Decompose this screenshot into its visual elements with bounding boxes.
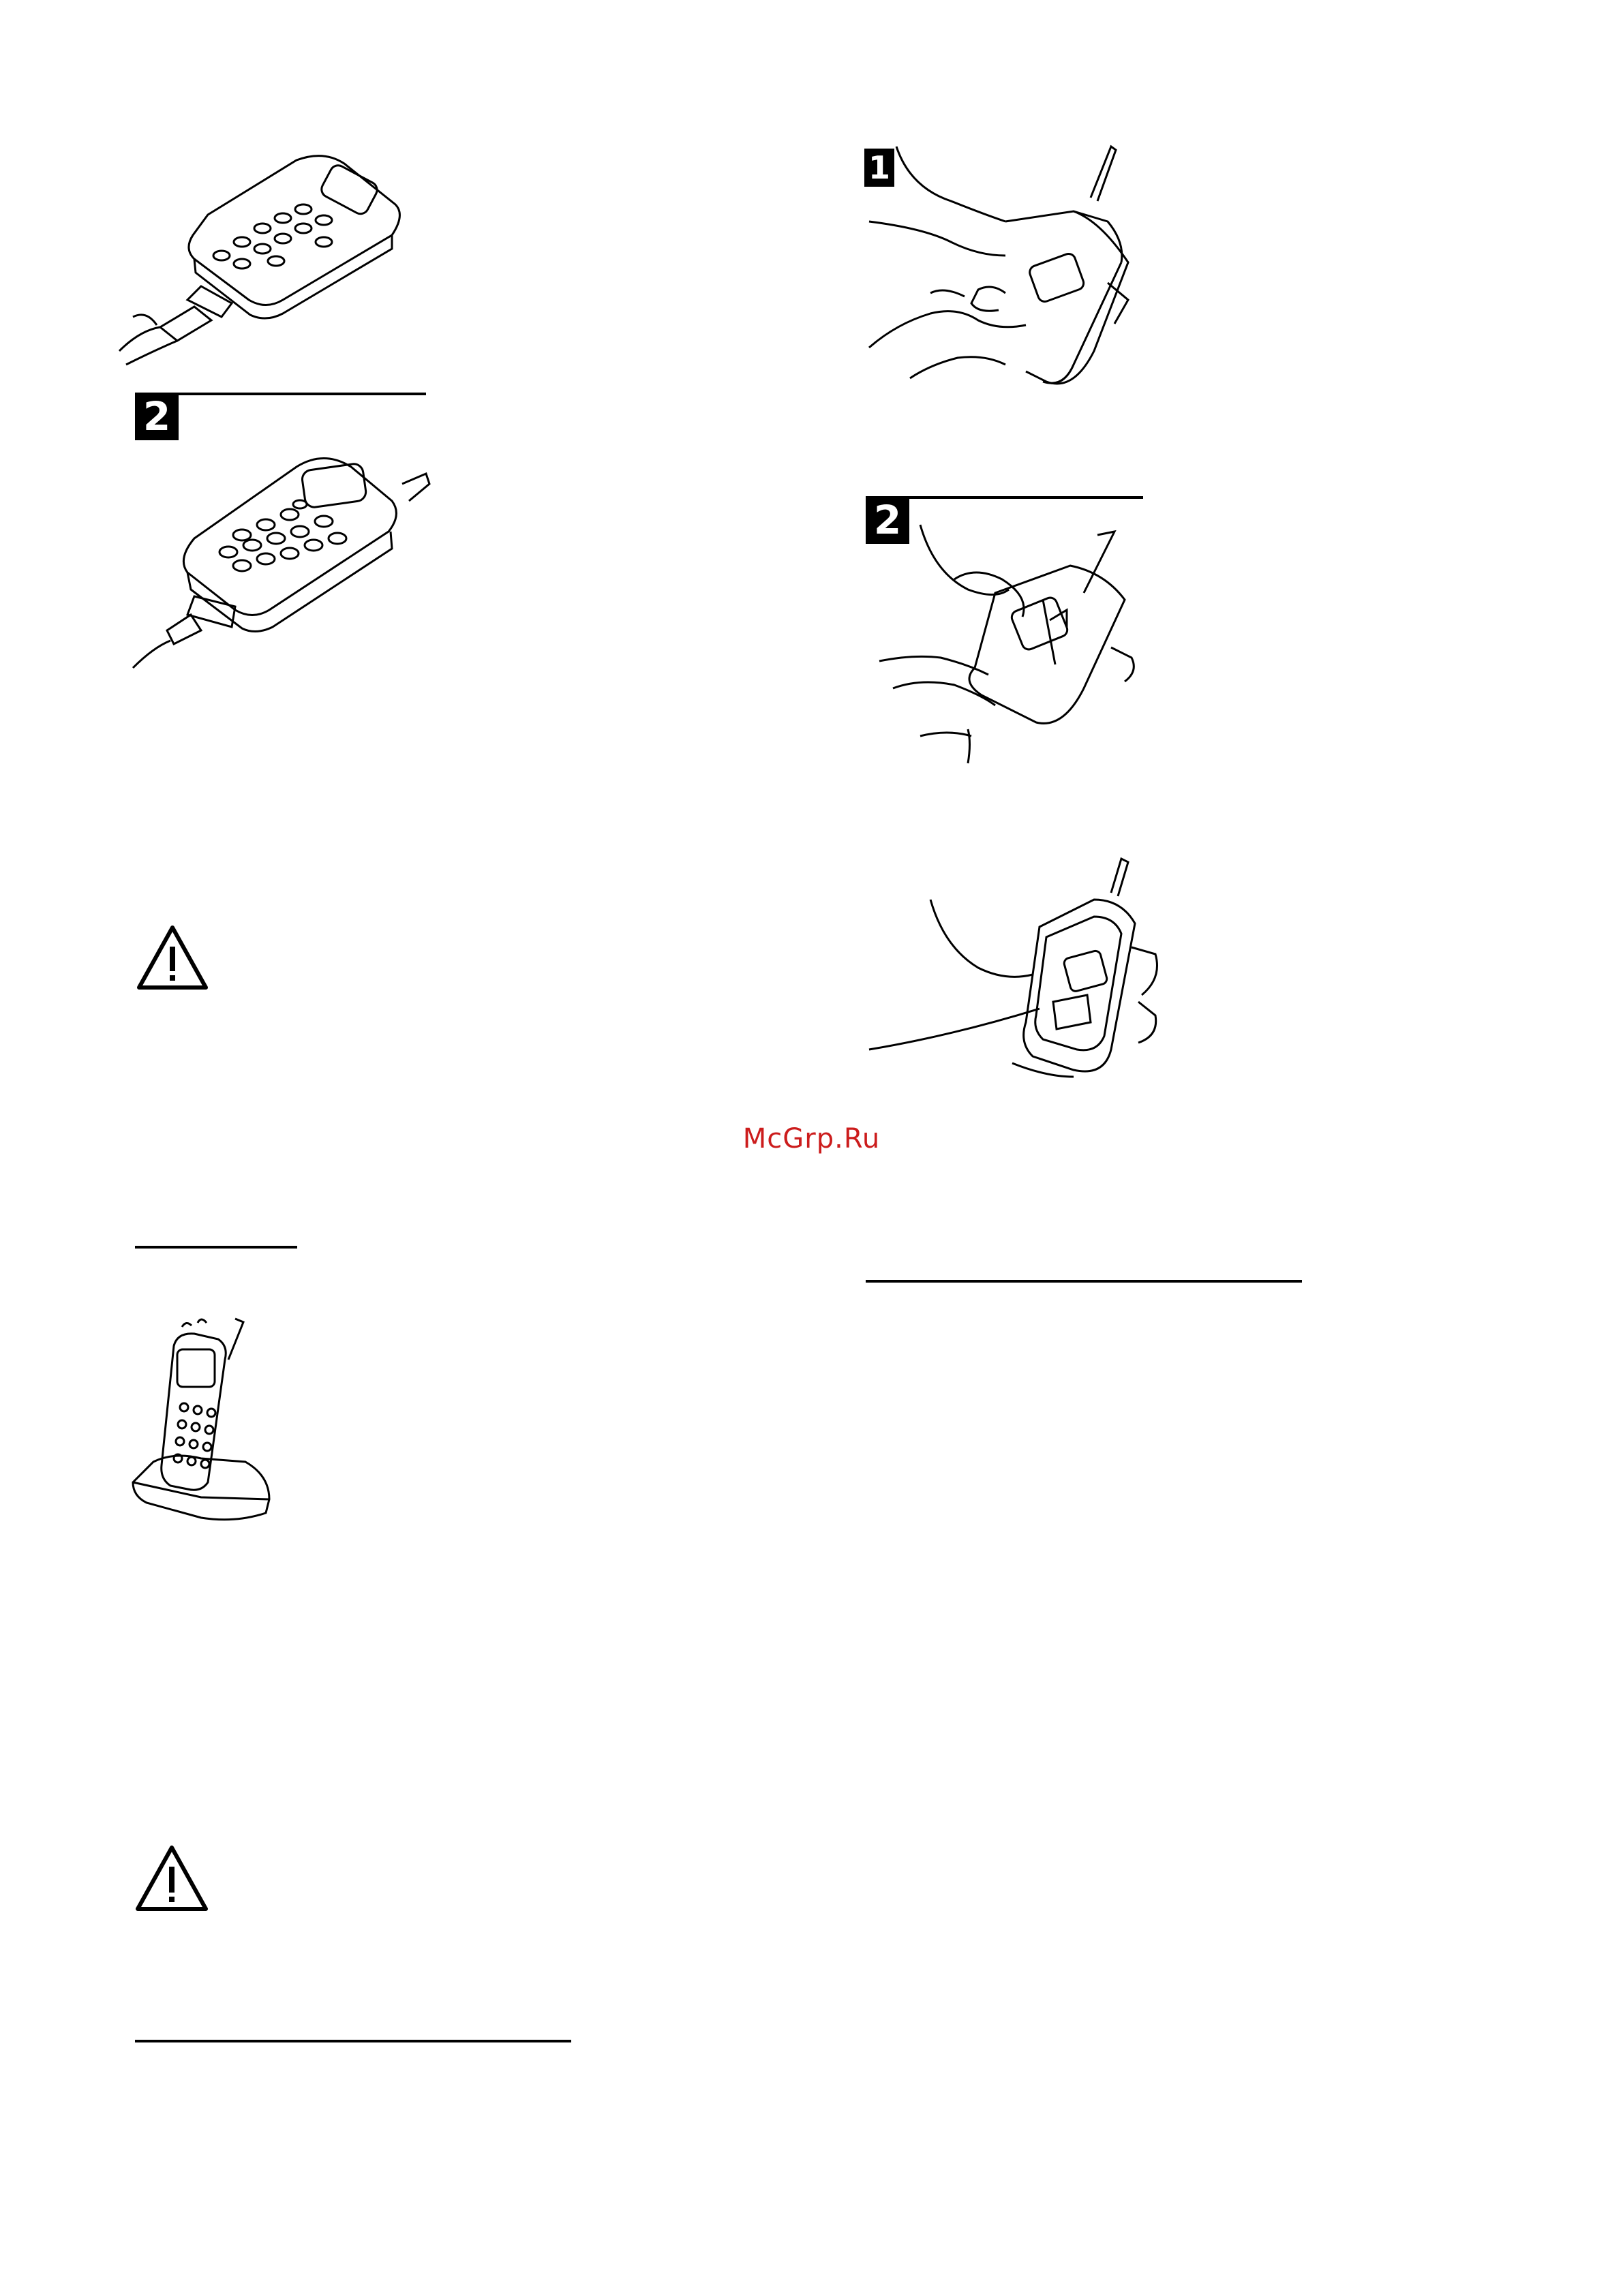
- step-rule: [136, 393, 426, 395]
- phone-charger-stand-illustration: [133, 1319, 276, 1523]
- warning-icon: [134, 1843, 210, 1913]
- step-number-badge: 1: [864, 149, 894, 187]
- section-rule: [135, 1246, 297, 1249]
- section-rule: [866, 1280, 1302, 1283]
- battery-insert-illustration-2: [879, 525, 1152, 770]
- step-number-badge: 2: [135, 393, 179, 440]
- section-rule: [135, 2040, 571, 2042]
- phone-connector-illustration-2: [133, 436, 433, 675]
- battery-insert-illustration-1: [869, 147, 1142, 399]
- warning-icon: [135, 923, 210, 992]
- step-number-badge: 2: [866, 496, 909, 544]
- phone-connector-illustration-1: [119, 147, 406, 365]
- watermark: McGrp.Ru: [742, 1123, 881, 1154]
- battery-insert-illustration-3: [869, 859, 1183, 1090]
